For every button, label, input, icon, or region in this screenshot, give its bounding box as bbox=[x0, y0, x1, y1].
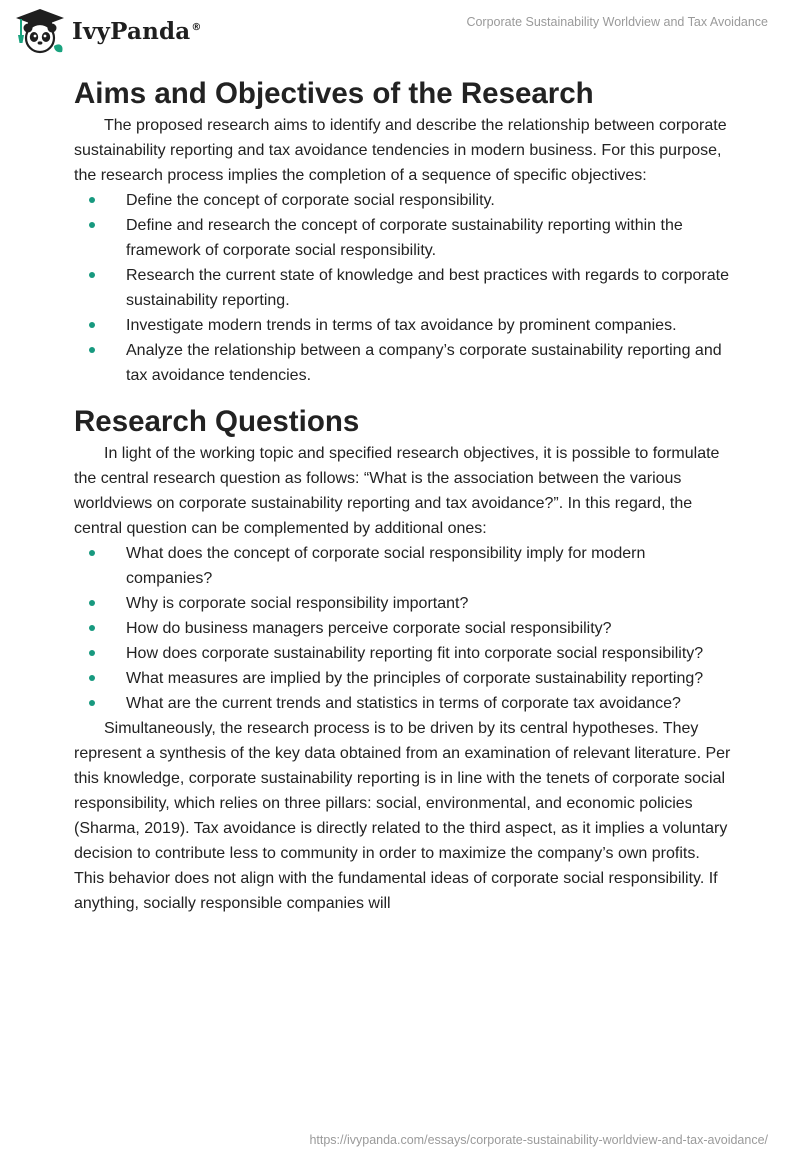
list-item-text: How do business managers perceive corporate social responsibility? bbox=[126, 620, 612, 637]
bullet-dot-icon bbox=[89, 347, 95, 353]
bullet-dot-icon bbox=[89, 550, 95, 556]
list-item bbox=[74, 541, 734, 591]
list-item-text: What are the current trends and statistics in terms of corporate tax avoidance? bbox=[126, 695, 681, 712]
list-item-text: Define the concept of corporate social responsibility. bbox=[126, 192, 495, 209]
bullet-dot-icon bbox=[89, 222, 95, 228]
bullet-dot-icon bbox=[89, 650, 95, 656]
aims-intro-paragraph: The proposed research aims to identify and describe the relationship between corporate sustainability reporting and tax avoidance tendencies in modern business. For this purpose, the research process implies the completion of a sequence of specific objectives: bbox=[74, 117, 727, 184]
list-item-text: What measures are implied by the principles of corporate sustainability reporting? bbox=[126, 670, 704, 687]
hypotheses-paragraph: Simultaneously, the research process is to be driven by its central hypotheses. They represent a synthesis of the key data obtained from an examination of relevant literature. Per this knowledge, corporate sustainability reporting is in line with the tenets of corporate social responsibility, which relies on three pillars: social, environmental, and economic policies (Sharma, 2019). Tax avoidance is directly related to the third aspect, as it implies a voluntary decision to contribute less to community in order to maximize the company’s own profits. This behavior does not align with the fundamental ideas of corporate social responsibility. If anything, socially responsible companies will bbox=[74, 720, 731, 912]
source-url-link[interactable]: https://ivypanda.com/essays/corporate-sustainability-worldview-and-tax-avoidance/ bbox=[309, 1133, 768, 1147]
bullet-dot-icon bbox=[89, 700, 95, 706]
ivypanda-logo[interactable] bbox=[14, 8, 202, 54]
bullet-dot-icon bbox=[89, 600, 95, 606]
list-item-text: Investigate modern trends in terms of tax avoidance by prominent companies. bbox=[126, 317, 677, 334]
document-title: Corporate Sustainability Worldview and Tax Avoidance bbox=[466, 15, 768, 29]
essay-content bbox=[74, 72, 734, 916]
list-item bbox=[74, 213, 734, 263]
list-item-text: What does the concept of corporate social responsibility imply for modern companies? bbox=[126, 545, 646, 587]
aims-heading: Aims and Objectives of the Research bbox=[74, 77, 594, 110]
list-item bbox=[74, 313, 734, 338]
list-item bbox=[74, 338, 734, 388]
list-item bbox=[74, 666, 734, 691]
list-item-text: Define and research the concept of corporate sustainability reporting within the framework of corporate social responsibility. bbox=[126, 217, 683, 259]
bullet-dot-icon bbox=[89, 322, 95, 328]
list-item-text: How does corporate sustainability reporting fit into corporate social responsibility? bbox=[126, 645, 704, 662]
objectives-list bbox=[74, 188, 734, 388]
list-item-text: Analyze the relationship between a company’s corporate sustainability reporting and tax avoidance tendencies. bbox=[126, 342, 722, 384]
list-item bbox=[74, 616, 734, 641]
page-header bbox=[0, 0, 800, 60]
list-item bbox=[74, 263, 734, 313]
bullet-dot-icon bbox=[89, 625, 95, 631]
panda-graduation-cap-icon bbox=[14, 8, 66, 54]
bullet-dot-icon bbox=[89, 197, 95, 203]
list-item bbox=[74, 641, 734, 666]
bullet-dot-icon bbox=[89, 272, 95, 278]
list-item-text: Research the current state of knowledge and best practices with regards to corporate sustainability reporting. bbox=[126, 267, 729, 309]
list-item-text: Why is corporate social responsibility important? bbox=[126, 595, 469, 612]
registered-mark: ® bbox=[191, 21, 202, 33]
list-item bbox=[74, 691, 734, 716]
bullet-dot-icon bbox=[89, 675, 95, 681]
questions-intro-paragraph: In light of the working topic and specified research objectives, it is possible to formulate the central research question as follows: “What is the association between the various worldviews on corporate sustainability reporting and tax avoidance?”. In this regard, the central question can be complemented by additional ones: bbox=[74, 445, 720, 537]
brand-name-text: IvyPanda bbox=[72, 17, 191, 45]
research-questions-heading: Research Questions bbox=[74, 405, 360, 438]
list-item bbox=[74, 188, 734, 213]
questions-list bbox=[74, 541, 734, 716]
brand-name bbox=[72, 18, 202, 45]
list-item bbox=[74, 591, 734, 616]
